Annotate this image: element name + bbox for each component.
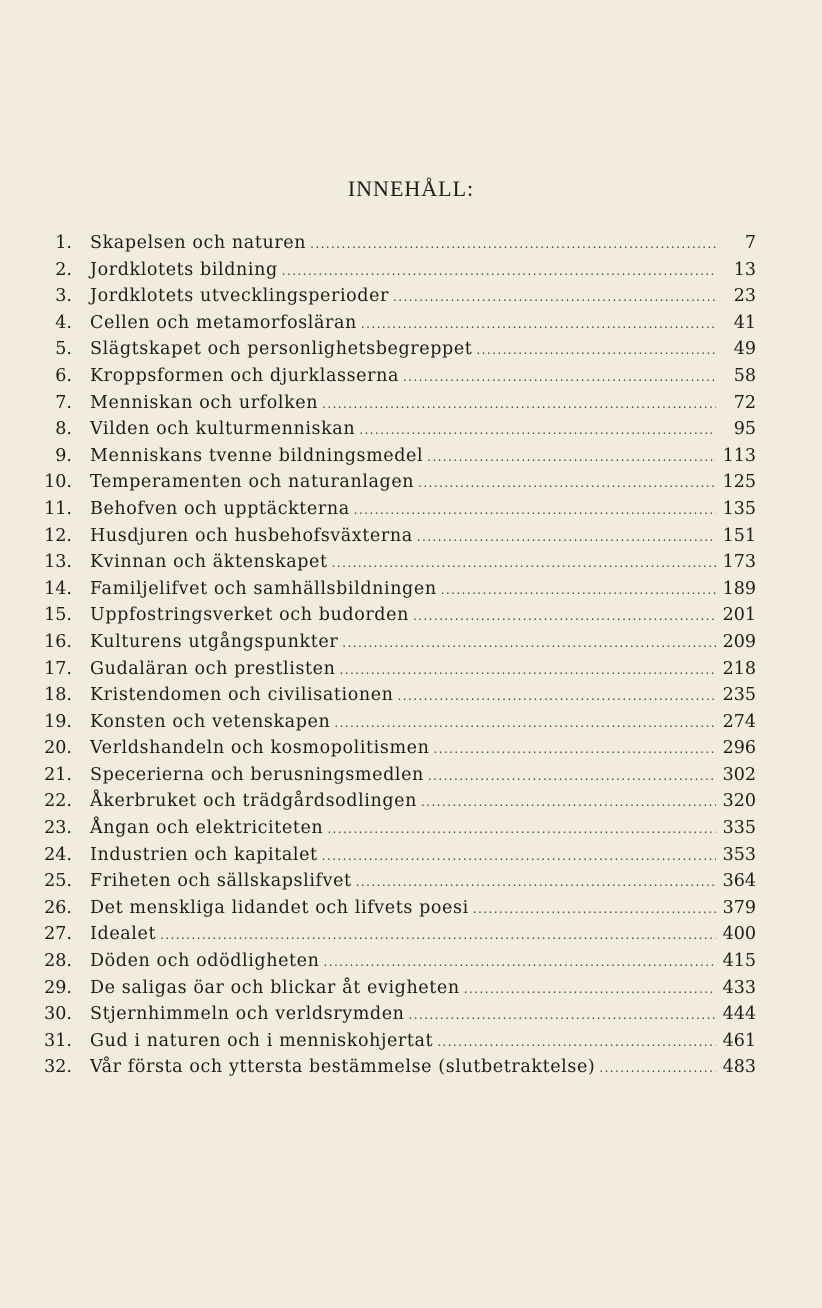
dot-leader [160,922,716,949]
toc-entry-number: 23. [44,818,72,839]
dot-leader [427,444,716,471]
dot-leader [361,311,716,338]
toc-entry [36,523,756,550]
toc-entry-number: 19. [44,711,72,732]
toc-entry-title: Verldshandeln och kosmopolitismen [90,738,430,759]
toc-entry-page-number: 444 [722,1004,756,1025]
toc-entry [36,576,756,603]
dot-leader [413,603,716,630]
toc-entry [36,975,756,1002]
toc-entry [36,868,756,895]
toc-entry-number: 11. [44,498,72,519]
toc-entry-number: 15. [44,605,72,626]
toc-entry-page-number: 461 [722,1030,756,1051]
toc-entry-title: Slägtskapet och personlighetsbegreppet [90,339,473,360]
toc-entry-page-number: 353 [722,844,756,865]
table-of-contents [36,230,756,1081]
toc-entry-page-number: 218 [722,658,756,679]
toc-entry-page-number: 135 [722,498,756,519]
toc-entry-title: Kvinnan och äktenskapet [90,552,328,573]
toc-entry-number: 2. [55,259,72,280]
toc-entry-title: Behofven och upptäckterna [90,498,350,519]
toc-entry [36,629,756,656]
dot-leader [433,736,716,763]
toc-entry-title: Friheten och sällskapslifvet [90,871,352,892]
toc-entry-title: Industrien och kapitalet [90,844,318,865]
toc-entry [36,1054,756,1081]
dot-leader [282,258,716,285]
toc-entry-page-number: 364 [722,871,756,892]
toc-entry-title: Jordklotets utvecklingsperioder [90,286,390,307]
dot-leader [334,710,716,737]
toc-entry [36,549,756,576]
toc-entry [36,257,756,284]
toc-entry-title: Kristendomen och civilisationen [90,685,394,706]
toc-entry-number: 22. [44,791,72,812]
toc-entry-number: 13. [44,552,72,573]
toc-entry [36,336,756,363]
toc-entry-title: Konsten och vetenskapen [90,711,331,732]
dot-leader [332,550,716,577]
dot-leader [359,417,716,444]
dot-leader [473,896,716,923]
toc-entry-page-number: 41 [733,312,756,333]
toc-entry-number: 3. [55,286,72,307]
toc-entry-number: 9. [55,445,72,466]
toc-entry-number: 1. [55,233,72,253]
toc-entry [36,283,756,310]
toc-entry-title: Uppfostringsverket och budorden [90,605,409,626]
dot-leader [441,577,716,604]
toc-entry-page-number: 400 [722,924,756,945]
dot-leader [398,683,716,710]
toc-entry-page-number: 125 [722,472,756,493]
toc-entry-page-number: 58 [733,365,756,386]
toc-entry-page-number: 151 [722,525,756,546]
dot-leader [354,497,716,524]
toc-entry-page-number: 72 [733,392,756,413]
toc-entry-page-number: 95 [733,419,756,440]
toc-entry-number: 32. [44,1057,72,1078]
toc-entry-title: Kroppsformen och djurklasserna [90,365,399,386]
toc-entry [36,735,756,762]
toc-entry-title: Jordklotets bildning [90,259,278,280]
toc-entry-title: Menniskan och urfolken [90,392,319,413]
toc-entry-page-number: 113 [722,445,756,466]
dot-leader [417,524,716,551]
toc-entry [36,895,756,922]
toc-entry-number: 14. [44,578,72,599]
toc-entry-number: 4. [55,312,72,333]
toc-entry [36,948,756,975]
toc-entry-page-number: 320 [722,791,756,812]
toc-entry-page-number: 23 [733,286,756,307]
toc-entry-page-number: 201 [722,605,756,626]
toc-entry-title: Döden och odödligheten [90,951,320,972]
toc-entry-number: 12. [44,525,72,546]
toc-entry-title: Vår första och yttersta bestämmelse (slutbetraktelse) [90,1057,596,1078]
toc-entry-page-number: 235 [722,685,756,706]
dot-leader [322,843,716,870]
dot-leader [356,869,716,896]
toc-entry [36,788,756,815]
dot-leader [340,657,717,684]
toc-entry [36,443,756,470]
toc-entry-page-number: 433 [722,977,756,998]
toc-entry [36,1028,756,1055]
toc-entry [36,496,756,523]
toc-entry-number: 30. [44,1004,72,1025]
toc-entry-number: 18. [44,685,72,706]
toc-entry-title: Ångan och elektriciteten [90,818,324,839]
toc-entry [36,682,756,709]
toc-entry-page-number: 483 [722,1057,756,1078]
toc-entry-number: 28. [44,951,72,972]
toc-entry [36,709,756,736]
toc-entry [36,310,756,337]
toc-entry-title: Skapelsen och naturen [90,233,307,253]
toc-entry-number: 7. [55,392,72,413]
dot-leader [437,1029,716,1056]
dot-leader [476,337,716,364]
toc-entry-page-number: 209 [722,631,756,652]
dot-leader [421,789,716,816]
toc-entry-number: 27. [44,924,72,945]
toc-entry-number: 20. [44,738,72,759]
toc-entry [36,842,756,869]
toc-entry [36,602,756,629]
toc-entry [36,762,756,789]
dot-leader [403,364,716,391]
toc-entry-number: 10. [44,472,72,493]
toc-entry [36,230,756,257]
dot-leader [324,949,717,976]
dot-leader [342,630,716,657]
toc-entry-title: Det menskliga lidandet och lifvets poesi [90,897,469,918]
toc-entry-number: 21. [44,764,72,785]
toc-entry-page-number: 189 [722,578,756,599]
toc-entry-page-number: 335 [722,818,756,839]
toc-entry-title: Familjelifvet och samhällsbildningen [90,578,437,599]
toc-entry-title: Kulturens utgångspunkter [90,631,339,652]
dot-leader [327,816,716,843]
dot-leader [428,763,716,790]
toc-entry-title: Gud i naturen och i menniskohjertat [90,1030,434,1051]
dot-leader [418,470,716,497]
toc-entry-number: 31. [44,1030,72,1051]
toc-entry [36,921,756,948]
toc-entry-page-number: 302 [722,764,756,785]
toc-entry-title: Stjernhimmeln och verldsrymden [90,1004,405,1025]
toc-entry-page-number: 274 [722,711,756,732]
toc-entry-title: Gudaläran och prestlisten [90,658,336,679]
dot-leader [599,1055,716,1082]
toc-entry [36,815,756,842]
toc-entry-number: 29. [44,977,72,998]
toc-entry-number: 5. [55,339,72,360]
dot-leader [393,284,716,311]
toc-entry-number: 17. [44,658,72,679]
toc-entry-title: Vilden och kulturmenniskan [90,419,356,440]
toc-entry-title: Menniskans tvenne bildningsmedel [90,445,424,466]
toc-entry-number: 8. [55,419,72,440]
dot-leader [310,231,716,258]
dot-leader [409,1002,716,1029]
dot-leader [322,391,716,418]
toc-entry-number: 24. [44,844,72,865]
toc-entry-number: 16. [44,631,72,652]
toc-entry [36,416,756,443]
toc-entry-page-number: 49 [733,339,756,360]
toc-entry-title: Åkerbruket och trädgårdsodlingen [90,791,417,812]
toc-entry-number: 25. [44,871,72,892]
toc-entry [36,390,756,417]
toc-entry [36,656,756,683]
toc-entry-title: Idealet [90,924,157,945]
dot-leader [464,976,716,1003]
toc-entry-title: Specerierna och berusningsmedlen [90,764,424,785]
toc-entry [36,469,756,496]
toc-entry-number: 6. [55,365,72,386]
toc-entry-page-number: 415 [722,951,756,972]
toc-entry-title: Husdjuren och husbehofsväxterna [90,525,413,546]
toc-entry-number: 26. [44,897,72,918]
toc-entry-page-number: 13 [733,259,756,280]
page-title: INNEHÅLL: [347,176,475,201]
toc-entry-page-number: 173 [722,552,756,573]
toc-entry-title: Cellen och metamorfosläran [90,312,357,333]
toc-entry [36,1001,756,1028]
toc-entry-page-number: 296 [722,738,756,759]
toc-entry-title: Temperamenten och naturanlagen [90,472,415,493]
toc-entry [36,363,756,390]
toc-entry-title: De saligas öar och blickar åt evigheten [90,977,460,998]
toc-entry-page-number: 7 [744,233,756,253]
toc-entry-page-number: 379 [722,897,756,918]
